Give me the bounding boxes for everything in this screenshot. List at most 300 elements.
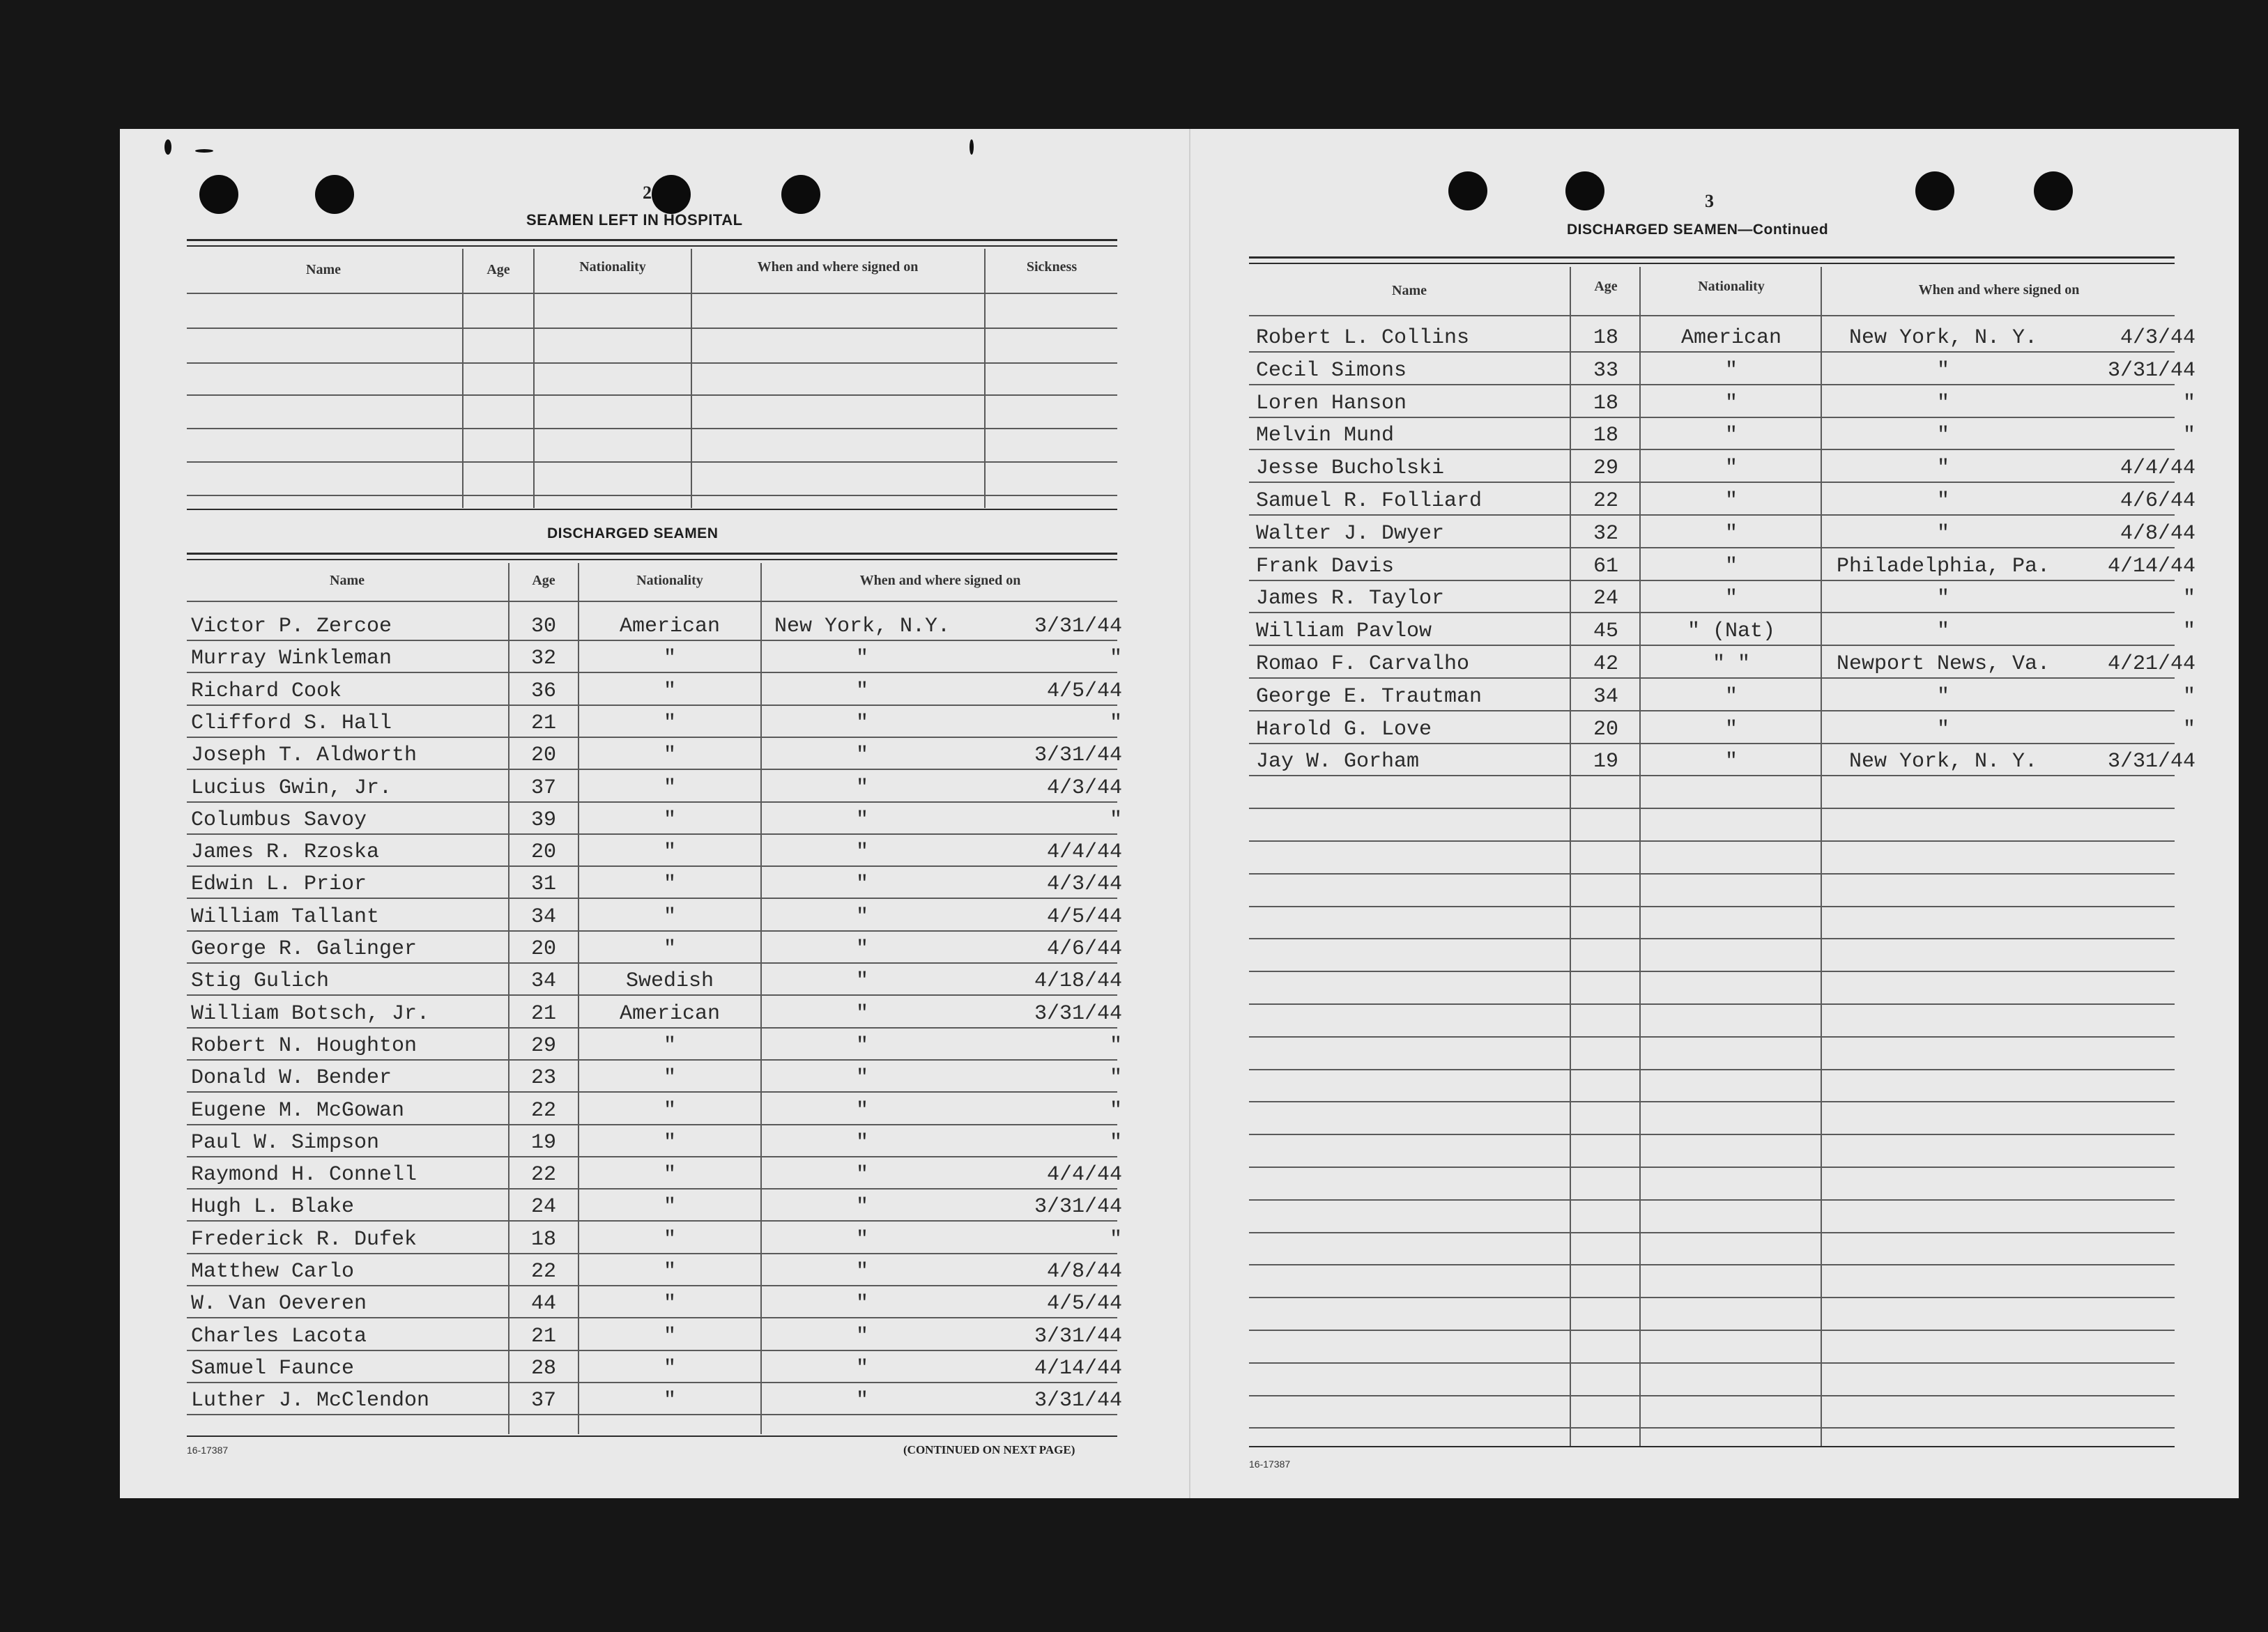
row-line	[187, 865, 1117, 867]
column-divider	[462, 249, 463, 508]
seaman-age: 21	[530, 1324, 556, 1348]
row-line	[187, 833, 1117, 835]
page-number: 2	[643, 183, 652, 203]
blank-row-line	[1249, 1232, 2175, 1233]
seaman-name: Robert N. Houghton	[191, 1033, 417, 1058]
signed-on-date: "	[1109, 1227, 1122, 1252]
seaman-age: 61	[1593, 554, 1618, 578]
row-line	[187, 495, 1117, 496]
seaman-nationality: "	[663, 647, 676, 671]
seaman-name: W. Van Oeveren	[191, 1292, 367, 1316]
signed-on-place: "	[855, 1389, 868, 1413]
signed-on-place: "	[1936, 521, 1949, 546]
seaman-age: 44	[530, 1292, 556, 1316]
blank-row-line	[1249, 1395, 2175, 1396]
blank-row-line	[1249, 1101, 2175, 1102]
seaman-age: 22	[530, 1163, 556, 1187]
signed-on-date: "	[2182, 684, 2196, 709]
seaman-name: Edwin L. Prior	[191, 872, 367, 897]
header-name: Name	[330, 573, 365, 588]
continued-note: (CONTINUED ON NEXT PAGE)	[903, 1443, 1075, 1456]
seaman-nationality: "	[1724, 358, 1738, 383]
seaman-age: 29	[1593, 456, 1618, 481]
seaman-nationality: "	[663, 872, 676, 897]
seaman-age: 42	[1593, 652, 1618, 676]
header-name: Name	[1392, 283, 1427, 298]
seaman-name: Donald W. Bender	[191, 1066, 392, 1091]
column-divider	[1570, 267, 1571, 1446]
seaman-name: Richard Cook	[191, 679, 342, 703]
header-nationality: Nationality	[636, 573, 703, 588]
column-divider	[508, 563, 509, 1434]
row-line	[187, 737, 1117, 738]
seaman-nationality: American	[619, 615, 721, 638]
row-line	[187, 1059, 1117, 1061]
seaman-name: Victor P. Zercoe	[191, 615, 392, 638]
signed-on-place: "	[1936, 587, 1949, 611]
seaman-nationality: "	[663, 1033, 676, 1058]
rule	[1249, 1446, 2175, 1447]
row-line	[187, 962, 1117, 964]
signed-on-date: 3/31/44	[1034, 1324, 1122, 1348]
blank-row-line	[1249, 1003, 2175, 1005]
seaman-name: Jay W. Gorham	[1256, 750, 1420, 774]
signed-on-date: "	[2182, 587, 2196, 611]
signed-on-date: "	[2182, 424, 2196, 448]
blank-row-line	[1249, 1330, 2175, 1331]
row-line	[1249, 677, 2175, 679]
rule	[187, 553, 1117, 555]
signed-on-date: 4/14/44	[2107, 554, 2196, 578]
row-line	[187, 994, 1117, 996]
seaman-nationality: "	[1724, 424, 1738, 448]
blank-row-line	[1249, 1297, 2175, 1298]
signed-on-place: "	[855, 1195, 868, 1219]
signed-on-place: "	[855, 1292, 868, 1316]
seaman-name: Romao F. Carvalho	[1256, 652, 1470, 676]
signed-on-place: "	[855, 647, 868, 671]
signed-on-date: "	[2182, 619, 2196, 644]
signed-on-place: "	[1936, 684, 1949, 709]
seaman-nationality: " (Nat)	[1687, 619, 1776, 644]
signed-on-date: "	[1109, 1098, 1122, 1123]
signed-on-date: 4/3/44	[1046, 872, 1122, 897]
seaman-nationality: "	[663, 1130, 676, 1155]
seaman-name: George E. Trautman	[1256, 684, 1482, 709]
blank-row-line	[1249, 1134, 2175, 1135]
seaman-name: Hugh L. Blake	[191, 1195, 355, 1219]
seaman-age: 28	[530, 1356, 556, 1380]
signed-on-place: "	[855, 1324, 868, 1348]
signed-on-place: "	[855, 1001, 868, 1026]
seaman-name: Walter J. Dwyer	[1256, 521, 1445, 546]
row-line	[1249, 384, 2175, 385]
punch-hole	[1565, 171, 1604, 210]
seaman-name: Paul W. Simpson	[191, 1130, 380, 1155]
signed-on-date: 3/31/44	[2107, 358, 2196, 383]
punch-hole	[652, 175, 691, 214]
signed-on-date: "	[1109, 711, 1122, 735]
row-line	[1249, 315, 2175, 316]
seaman-name: Samuel R. Folliard	[1256, 489, 1482, 513]
signed-on-date: 4/4/44	[1046, 840, 1122, 865]
seaman-age: 34	[1593, 684, 1618, 709]
seaman-age: 22	[1593, 489, 1618, 513]
seaman-age: 18	[1593, 391, 1618, 415]
row-line	[1249, 710, 2175, 711]
seaman-name: William Tallant	[191, 904, 380, 929]
row-line	[1249, 775, 2175, 776]
seaman-nationality: "	[1724, 456, 1738, 481]
seaman-name: Samuel Faunce	[191, 1356, 355, 1380]
seaman-age: 32	[1593, 521, 1618, 546]
signed-on-place: "	[855, 904, 868, 929]
seaman-name: George R. Galinger	[191, 937, 417, 961]
row-line	[187, 1253, 1117, 1254]
seaman-name: Cecil Simons	[1256, 358, 1407, 383]
seaman-nationality: "	[1724, 489, 1738, 513]
signed-on-date: 3/31/44	[1034, 744, 1122, 768]
seaman-nationality: "	[663, 937, 676, 961]
signed-on-place: "	[855, 679, 868, 703]
seaman-nationality: "	[663, 1356, 676, 1380]
seaman-name: William Pavlow	[1256, 619, 1432, 644]
header-signed-on: When and where signed on	[757, 259, 919, 275]
seaman-nationality: "	[663, 1389, 676, 1413]
header-age: Age	[1594, 279, 1618, 294]
seaman-age: 22	[530, 1260, 556, 1284]
seaman-nationality: "	[663, 808, 676, 832]
signed-on-date: 4/8/44	[2120, 521, 2196, 546]
signed-on-place: New York, N. Y.	[1848, 326, 2038, 350]
row-line	[187, 601, 1117, 602]
seaman-age: 18	[1593, 424, 1618, 448]
seaman-nationality: "	[663, 679, 676, 703]
signed-on-date: "	[1109, 647, 1122, 671]
seaman-name: Charles Lacota	[191, 1324, 367, 1348]
seaman-nationality: "	[1724, 684, 1738, 709]
signed-on-date: "	[1109, 1066, 1122, 1091]
ink-speck	[195, 149, 213, 153]
signed-on-date: "	[2182, 391, 2196, 415]
row-line	[187, 672, 1117, 673]
signed-on-place: "	[855, 969, 868, 994]
row-line	[187, 640, 1117, 641]
seaman-age: 29	[530, 1033, 556, 1058]
column-divider	[533, 249, 535, 508]
blank-row-line	[1249, 840, 2175, 842]
signed-on-date: 4/18/44	[1034, 969, 1122, 994]
seaman-nationality: "	[663, 1324, 676, 1348]
signed-on-place: "	[1936, 489, 1949, 513]
header-signed-on: When and where signed on	[859, 573, 1021, 588]
rule	[187, 509, 1117, 510]
header-age: Age	[486, 262, 510, 277]
signed-on-date: "	[1109, 1033, 1122, 1058]
punch-hole	[1915, 171, 1954, 210]
signed-on-date: 4/8/44	[1046, 1260, 1122, 1284]
form-number: 16-17387	[1249, 1458, 1291, 1470]
section-title: DISCHARGED SEAMEN—Continued	[1567, 222, 1829, 238]
signed-on-place: "	[855, 1098, 868, 1123]
seaman-nationality: "	[1724, 391, 1738, 415]
seaman-nationality: "	[663, 1066, 676, 1091]
seaman-name: James R. Taylor	[1256, 587, 1445, 611]
punch-hole	[199, 175, 238, 214]
seaman-age: 20	[530, 937, 556, 961]
punch-hole	[781, 175, 820, 214]
row-line	[1249, 743, 2175, 744]
column-divider	[984, 249, 986, 508]
header-nationality: Nationality	[579, 259, 646, 275]
row-line	[187, 1285, 1117, 1286]
rule	[1249, 256, 2175, 259]
seaman-nationality: " "	[1712, 652, 1750, 676]
signed-on-place: "	[855, 808, 868, 832]
seaman-age: 18	[1593, 326, 1618, 350]
signed-on-place: "	[855, 1130, 868, 1155]
row-line	[187, 1124, 1117, 1125]
seaman-nationality: American	[619, 1001, 721, 1026]
row-line	[1249, 449, 2175, 450]
seaman-name: Raymond H. Connell	[191, 1163, 417, 1187]
signed-on-date: "	[1109, 1130, 1122, 1155]
signed-on-place: "	[1936, 717, 1949, 741]
signed-on-place: "	[855, 1033, 868, 1058]
seaman-nationality: "	[663, 840, 676, 865]
header-signed-on: When and where signed on	[1918, 282, 2080, 298]
discharged-section-title: DISCHARGED SEAMEN	[547, 525, 719, 541]
signed-on-date: 4/6/44	[1046, 937, 1122, 961]
ink-speck	[164, 139, 171, 155]
row-line	[187, 428, 1117, 429]
seaman-age: 19	[1593, 750, 1618, 774]
column-divider	[1639, 267, 1641, 1446]
signed-on-place: "	[1936, 619, 1949, 644]
row-line	[1249, 514, 2175, 516]
seaman-age: 37	[530, 776, 556, 800]
seaman-name: Harold G. Love	[1256, 717, 1432, 741]
seaman-name: Frederick R. Dufek	[191, 1227, 417, 1252]
row-line	[187, 461, 1117, 463]
seaman-age: 20	[530, 744, 556, 768]
column-divider	[760, 563, 762, 1434]
punch-hole	[1448, 171, 1487, 210]
seaman-name: Joseph T. Aldworth	[191, 744, 417, 768]
row-line	[1249, 547, 2175, 548]
punch-hole	[315, 175, 354, 214]
row-line	[1249, 417, 2175, 418]
punch-hole	[2034, 171, 2073, 210]
rule	[187, 559, 1117, 560]
seaman-name: Clifford S. Hall	[191, 711, 392, 735]
blank-row-line	[1249, 1036, 2175, 1038]
seaman-age: 36	[530, 679, 556, 703]
signed-on-date: 4/5/44	[1046, 1292, 1122, 1316]
seaman-age: 19	[530, 1130, 556, 1155]
header-nationality: Nationality	[1698, 279, 1765, 294]
signed-on-place: "	[855, 1066, 868, 1091]
row-line	[187, 769, 1117, 770]
seaman-age: 32	[530, 647, 556, 671]
seaman-age: 21	[530, 711, 556, 735]
signed-on-date: 4/5/44	[1046, 679, 1122, 703]
seaman-nationality: "	[663, 1227, 676, 1252]
signed-on-place: "	[855, 1163, 868, 1187]
signed-on-place: "	[1936, 358, 1949, 383]
signed-on-place: "	[855, 840, 868, 865]
row-line	[187, 1220, 1117, 1222]
signed-on-place: "	[1936, 456, 1949, 481]
signed-on-date: 4/3/44	[2120, 326, 2196, 350]
signed-on-place: "	[1936, 391, 1949, 415]
row-line	[187, 1156, 1117, 1157]
seaman-name: Jesse Bucholski	[1256, 456, 1445, 481]
seaman-age: 21	[530, 1001, 556, 1026]
seaman-age: 20	[530, 840, 556, 865]
row-line	[1249, 580, 2175, 581]
rule	[1249, 263, 2175, 264]
signed-on-place: "	[855, 1227, 868, 1252]
row-line	[187, 1350, 1117, 1351]
seaman-nationality: American	[1680, 326, 1782, 350]
seaman-name: Lucius Gwin, Jr.	[191, 776, 392, 800]
row-line	[187, 801, 1117, 803]
signed-on-date: 4/3/44	[1046, 776, 1122, 800]
signed-on-date: 4/4/44	[1046, 1163, 1122, 1187]
page-fold	[1189, 129, 1190, 1498]
blank-row-line	[1249, 906, 2175, 907]
signed-on-place: "	[855, 1356, 868, 1380]
seaman-age: 18	[530, 1227, 556, 1252]
seaman-age: 33	[1593, 358, 1618, 383]
blank-row-line	[1249, 873, 2175, 875]
signed-on-date: 3/31/44	[1034, 1389, 1122, 1413]
seaman-age: 45	[1593, 619, 1618, 644]
seaman-nationality: "	[663, 1195, 676, 1219]
signed-on-date: 4/6/44	[2120, 489, 2196, 513]
signed-on-place: "	[855, 711, 868, 735]
row-line	[187, 898, 1117, 899]
row-line	[187, 930, 1117, 932]
signed-on-place: "	[855, 744, 868, 768]
seaman-name: Melvin Mund	[1256, 424, 1395, 448]
form-number: 16-17387	[187, 1445, 229, 1456]
seaman-nationality: "	[663, 1163, 676, 1187]
seaman-age: 30	[530, 615, 556, 638]
row-line	[187, 328, 1117, 329]
rule	[187, 1435, 1117, 1437]
row-line	[1249, 482, 2175, 483]
seaman-name: Stig Gulich	[191, 969, 330, 994]
seaman-name: Columbus Savoy	[191, 808, 367, 832]
seaman-age: 34	[530, 904, 556, 929]
signed-on-place: New York, N.Y.	[774, 615, 951, 638]
seaman-age: 39	[530, 808, 556, 832]
column-divider	[691, 249, 692, 508]
blank-row-line	[1249, 1264, 2175, 1265]
signed-on-date: 3/31/44	[1034, 615, 1122, 638]
signed-on-place: Newport News, Va.	[1836, 652, 2051, 676]
seaman-name: Eugene M. McGowan	[191, 1098, 405, 1123]
blank-row-line	[1249, 971, 2175, 972]
seaman-age: 24	[1593, 587, 1618, 611]
seaman-nationality: "	[1724, 554, 1738, 578]
signed-on-date: 4/14/44	[1034, 1356, 1122, 1380]
row-line	[1249, 351, 2175, 353]
page-number: 3	[1705, 191, 1714, 211]
rule	[187, 245, 1117, 247]
row-line	[187, 1027, 1117, 1029]
seaman-nationality: "	[663, 1260, 676, 1284]
signed-on-date: 4/4/44	[2120, 456, 2196, 481]
seaman-name: James R. Rzoska	[191, 840, 380, 865]
seaman-nationality: "	[1724, 521, 1738, 546]
seaman-name: Matthew Carlo	[191, 1260, 355, 1284]
seaman-nationality: "	[1724, 587, 1738, 611]
blank-row-line	[1249, 808, 2175, 809]
seaman-age: 24	[530, 1195, 556, 1219]
column-divider	[578, 563, 579, 1434]
row-line	[187, 1414, 1117, 1415]
row-line	[187, 705, 1117, 706]
signed-on-date: "	[2182, 717, 2196, 741]
signed-on-place: "	[1936, 424, 1949, 448]
signed-on-place: Philadelphia, Pa.	[1836, 554, 2051, 578]
blank-row-line	[1249, 1069, 2175, 1070]
seaman-name: William Botsch, Jr.	[191, 1001, 430, 1026]
blank-row-line	[1249, 1199, 2175, 1201]
seaman-nationality: "	[663, 776, 676, 800]
seaman-nationality: "	[663, 744, 676, 768]
row-line	[187, 1091, 1117, 1093]
seaman-name: Loren Hanson	[1256, 391, 1407, 415]
column-divider	[1821, 267, 1822, 1446]
seaman-name: Frank Davis	[1256, 554, 1395, 578]
signed-on-date: 4/21/44	[2107, 652, 2196, 676]
seaman-nationality: "	[663, 1098, 676, 1123]
signed-on-date: 3/31/44	[2107, 750, 2196, 774]
seaman-nationality: "	[1724, 750, 1738, 774]
seaman-nationality: "	[1724, 717, 1738, 741]
signed-on-place: "	[855, 776, 868, 800]
seaman-nationality: "	[663, 711, 676, 735]
signed-on-date: 3/31/44	[1034, 1001, 1122, 1026]
rule	[187, 239, 1117, 241]
seaman-age: 34	[530, 969, 556, 994]
seaman-age: 22	[530, 1098, 556, 1123]
seaman-name: Luther J. McClendon	[191, 1389, 430, 1413]
seaman-age: 31	[530, 872, 556, 897]
seaman-nationality: "	[663, 904, 676, 929]
row-line	[187, 1317, 1117, 1318]
signed-on-date: 3/31/44	[1034, 1195, 1122, 1219]
header-name: Name	[306, 262, 341, 277]
header-age: Age	[532, 573, 555, 588]
row-line	[187, 293, 1117, 294]
signed-on-place: "	[855, 937, 868, 961]
seaman-nationality: "	[663, 1292, 676, 1316]
seaman-name: Robert L. Collins	[1256, 326, 1470, 350]
row-line	[187, 394, 1117, 396]
seaman-age: 23	[530, 1066, 556, 1091]
signed-on-place: "	[855, 872, 868, 897]
signed-on-date: "	[1109, 808, 1122, 832]
signed-on-place: New York, N. Y.	[1848, 750, 2038, 774]
row-line	[187, 1382, 1117, 1383]
signed-on-date: 4/5/44	[1046, 904, 1122, 929]
hospital-section-title: SEAMEN LEFT IN HOSPITAL	[526, 211, 743, 229]
